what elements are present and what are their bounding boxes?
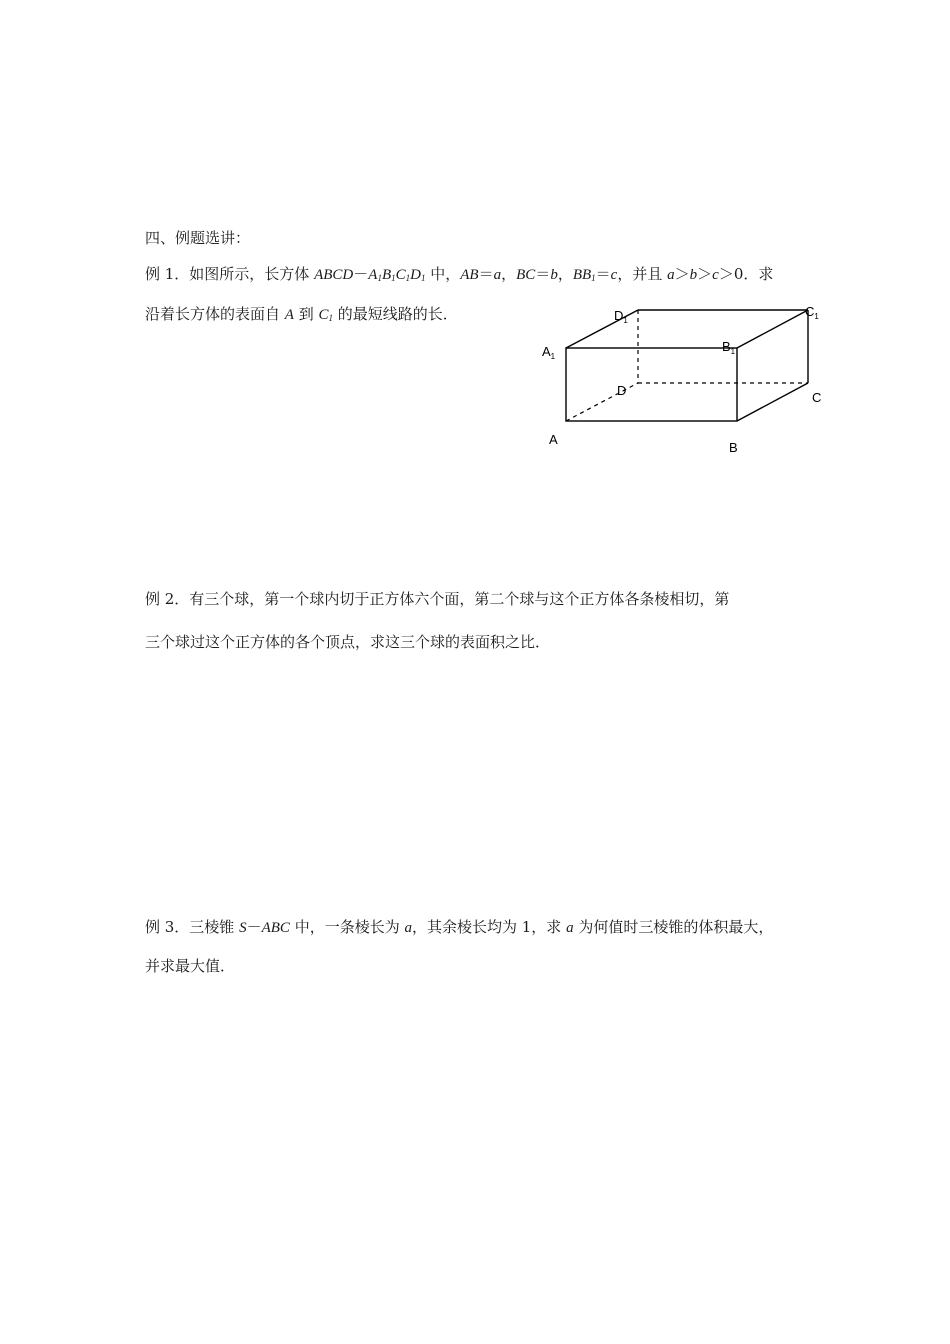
example2-line2: 三个球过这个正方体的各个顶点，求这三个球的表面积之比．	[145, 633, 551, 651]
label-a1: $A_1$	[542, 344, 556, 361]
label-c: C	[812, 390, 822, 405]
example1-line2: 沿着长方体的表面自 A 到 $C_1$ 的最短线路的长．	[145, 305, 458, 323]
label-c1: $C_1$	[805, 304, 819, 321]
example1-line1: 例 1．如图所示，长方体 $ABCD-A_1B_1C_1D_1$ 中，AB＝a，BC＝b，$BB_1=c$，并且 a＞b＞c＞0．求	[145, 265, 774, 283]
example3-line2: 并求最大值．	[145, 957, 236, 975]
section-heading: 四、例题选讲：	[145, 229, 251, 247]
label-a: A	[549, 432, 558, 447]
label-b1: $B_1$	[722, 339, 736, 356]
hidden-edge-a-d	[566, 383, 638, 421]
front-face	[566, 348, 737, 421]
label-d: D	[617, 383, 627, 398]
example3-line1: 例 3．三棱锥 S－ABC 中，一条棱长为 a，其余棱长均为 1，求 a 为何值时三棱锥的体积最大，	[145, 918, 774, 936]
edge-b-c	[737, 383, 808, 421]
edge-b1-c1	[737, 310, 808, 348]
cuboid-figure	[530, 295, 830, 465]
label-d1: $D_1$	[614, 308, 628, 325]
label-b: B	[729, 440, 738, 455]
example2-line1: 例 2．有三个球，第一个球内切于正方体六个面，第二个球与这个正方体各条棱相切，第	[145, 590, 730, 608]
